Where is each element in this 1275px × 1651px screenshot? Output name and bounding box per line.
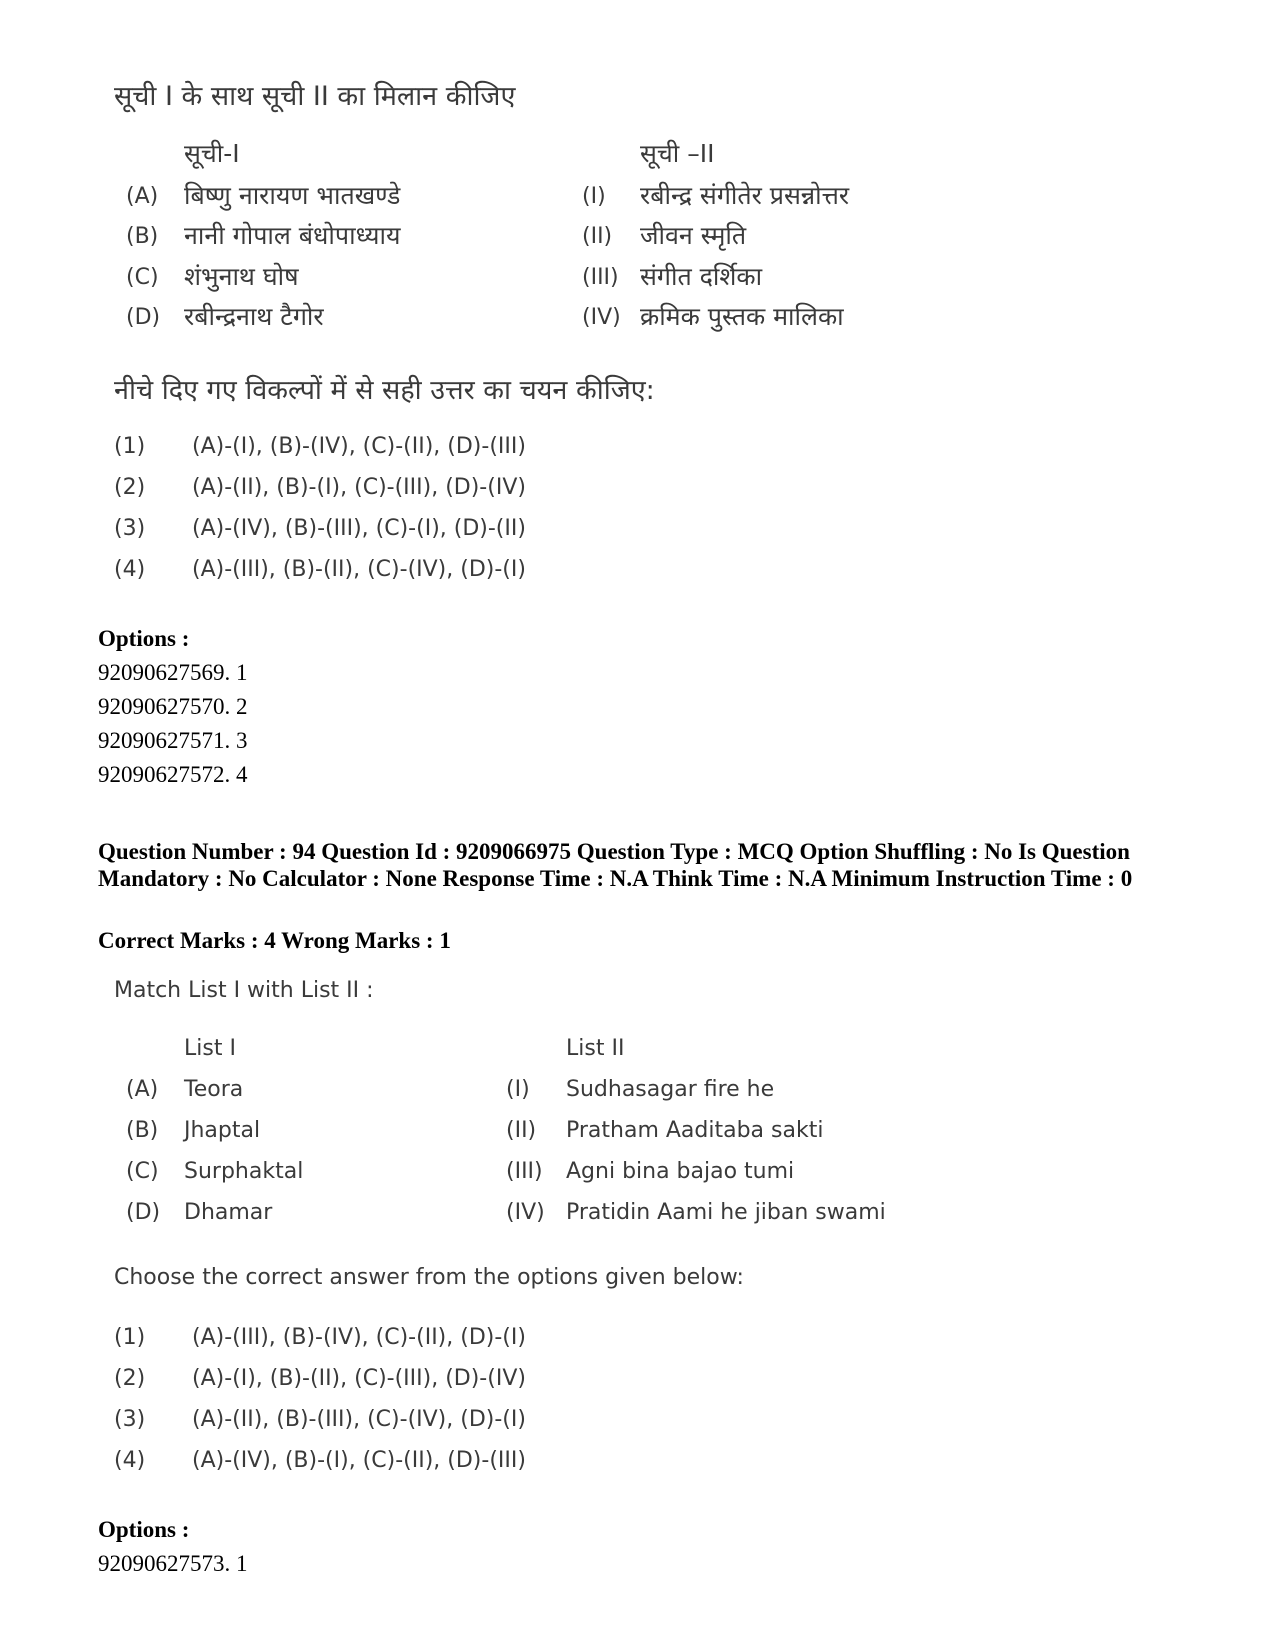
q94-list1-label: (A) — [126, 1077, 159, 1102]
q94-list1-item: Dhamar — [184, 1200, 273, 1225]
q94-choice-text: (A)-(III), (B)-(IV), (C)-(II), (D)-(I) — [192, 1325, 526, 1350]
q93-prompt: सूची I के साथ सूची II का मिलान कीजिए — [114, 81, 516, 112]
q94-list1-header: List I — [184, 1036, 236, 1061]
q94-meta: Question Number : 94 Question Id : 9209066975 Question Type : MCQ Option Shuffling : No Is Question Mandatory : No Calculator : None Response Time : N.A Think Time : N.A Minimum Instruction Time : 0 — [98, 839, 1133, 891]
q94-marks: Correct Marks : 4 Wrong Marks : 1 — [98, 928, 451, 953]
q93-choice-text: (A)-(IV), (B)-(III), (C)-(I), (D)-(II) — [192, 516, 526, 541]
q93-list2-label: (IV) — [582, 305, 621, 330]
q94-list2-item: Pratidin Aami he jiban swami — [566, 1200, 886, 1225]
q94-list2-header: List II — [566, 1036, 625, 1061]
q94-list1-label: (C) — [126, 1159, 159, 1184]
q94-list2-item: Agni bina bajao tumi — [566, 1159, 795, 1184]
q93-list2-item: जीवन स्मृति — [640, 221, 747, 250]
q93-list1-label: (B) — [126, 224, 159, 249]
q93-options-heading: Options : — [98, 626, 190, 651]
q94-choice-text: (A)-(I), (B)-(II), (C)-(III), (D)-(IV) — [192, 1366, 526, 1391]
q94-prompt: Match List I with List II : — [114, 978, 374, 1003]
q93-choice-number: (1) — [114, 434, 146, 459]
q94-list1-label: (D) — [126, 1200, 161, 1225]
q93-list2-label: (II) — [582, 224, 613, 249]
q93-list1-label: (D) — [126, 305, 161, 330]
q94-list1-label: (B) — [126, 1118, 159, 1143]
q93-list2-label: (I) — [582, 184, 606, 209]
q93-choice-text: (A)-(I), (B)-(IV), (C)-(II), (D)-(III) — [192, 434, 526, 459]
q94-list1-item: Jhaptal — [184, 1118, 261, 1143]
q94-list2-item: Pratham Aaditaba sakti — [566, 1118, 824, 1143]
q93-choice-number: (4) — [114, 557, 146, 582]
q94-list1-item: Surphaktal — [184, 1159, 304, 1184]
q93-list1-label: (A) — [126, 184, 159, 209]
q94-list2-item: Sudhasagar fire he — [566, 1077, 775, 1102]
q94-choice-number: (4) — [114, 1448, 146, 1473]
q93-instruction: नीचे दिए गए विकल्पों में से सही उत्तर का चयन कीजिए: — [114, 375, 655, 406]
q94-choice-text: (A)-(IV), (B)-(I), (C)-(II), (D)-(III) — [192, 1448, 526, 1473]
q93-list2-label: (III) — [582, 265, 619, 290]
q94-choice-number: (2) — [114, 1366, 146, 1391]
q94-choice-text: (A)-(II), (B)-(III), (C)-(IV), (D)-(I) — [192, 1407, 526, 1432]
q94-list1-item: Teora — [184, 1077, 244, 1102]
q94-instruction: Choose the correct answer from the options given below: — [114, 1265, 744, 1290]
q93-option-id: 92090627570. 2 — [98, 694, 248, 719]
q93-list2-item: क्रमिक पुस्तक मालिका — [640, 302, 844, 331]
q93-choice-number: (2) — [114, 475, 146, 500]
q93-list2-header: सूची –II — [640, 139, 715, 168]
q94-list2-label: (I) — [506, 1077, 530, 1102]
q94-options-heading: Options : — [98, 1517, 190, 1542]
q93-list1-item: रबीन्द्रनाथ टैगोर — [184, 302, 324, 331]
q93-choice-text: (A)-(III), (B)-(II), (C)-(IV), (D)-(I) — [192, 557, 526, 582]
q93-list1-label: (C) — [126, 265, 159, 290]
q93-option-id: 92090627569. 1 — [98, 660, 248, 685]
q93-choice-text: (A)-(II), (B)-(I), (C)-(III), (D)-(IV) — [192, 475, 526, 500]
q93-list1-item: बिष्णु नारायण भातखण्डे — [184, 181, 401, 210]
q94-list2-label: (II) — [506, 1118, 537, 1143]
q93-option-id: 92090627572. 4 — [98, 762, 248, 787]
q93-option-id: 92090627571. 3 — [98, 728, 248, 753]
q94-choice-number: (1) — [114, 1325, 146, 1350]
q93-choice-number: (3) — [114, 516, 146, 541]
q94-list2-label: (IV) — [506, 1200, 545, 1225]
q93-list1-header: सूची-I — [184, 139, 240, 168]
q94-choice-number: (3) — [114, 1407, 146, 1432]
q93-list2-item: रबीन्द्र संगीतेर प्रसन्नोत्तर — [640, 181, 850, 210]
q94-option-id: 92090627573. 1 — [98, 1551, 248, 1576]
q93-list2-item: संगीत दर्शिका — [640, 262, 763, 291]
q93-list1-item: शंभुनाथ घोष — [184, 262, 299, 291]
q93-list1-item: नानी गोपाल बंधोपाध्याय — [184, 221, 401, 250]
q94-list2-label: (III) — [506, 1159, 543, 1184]
